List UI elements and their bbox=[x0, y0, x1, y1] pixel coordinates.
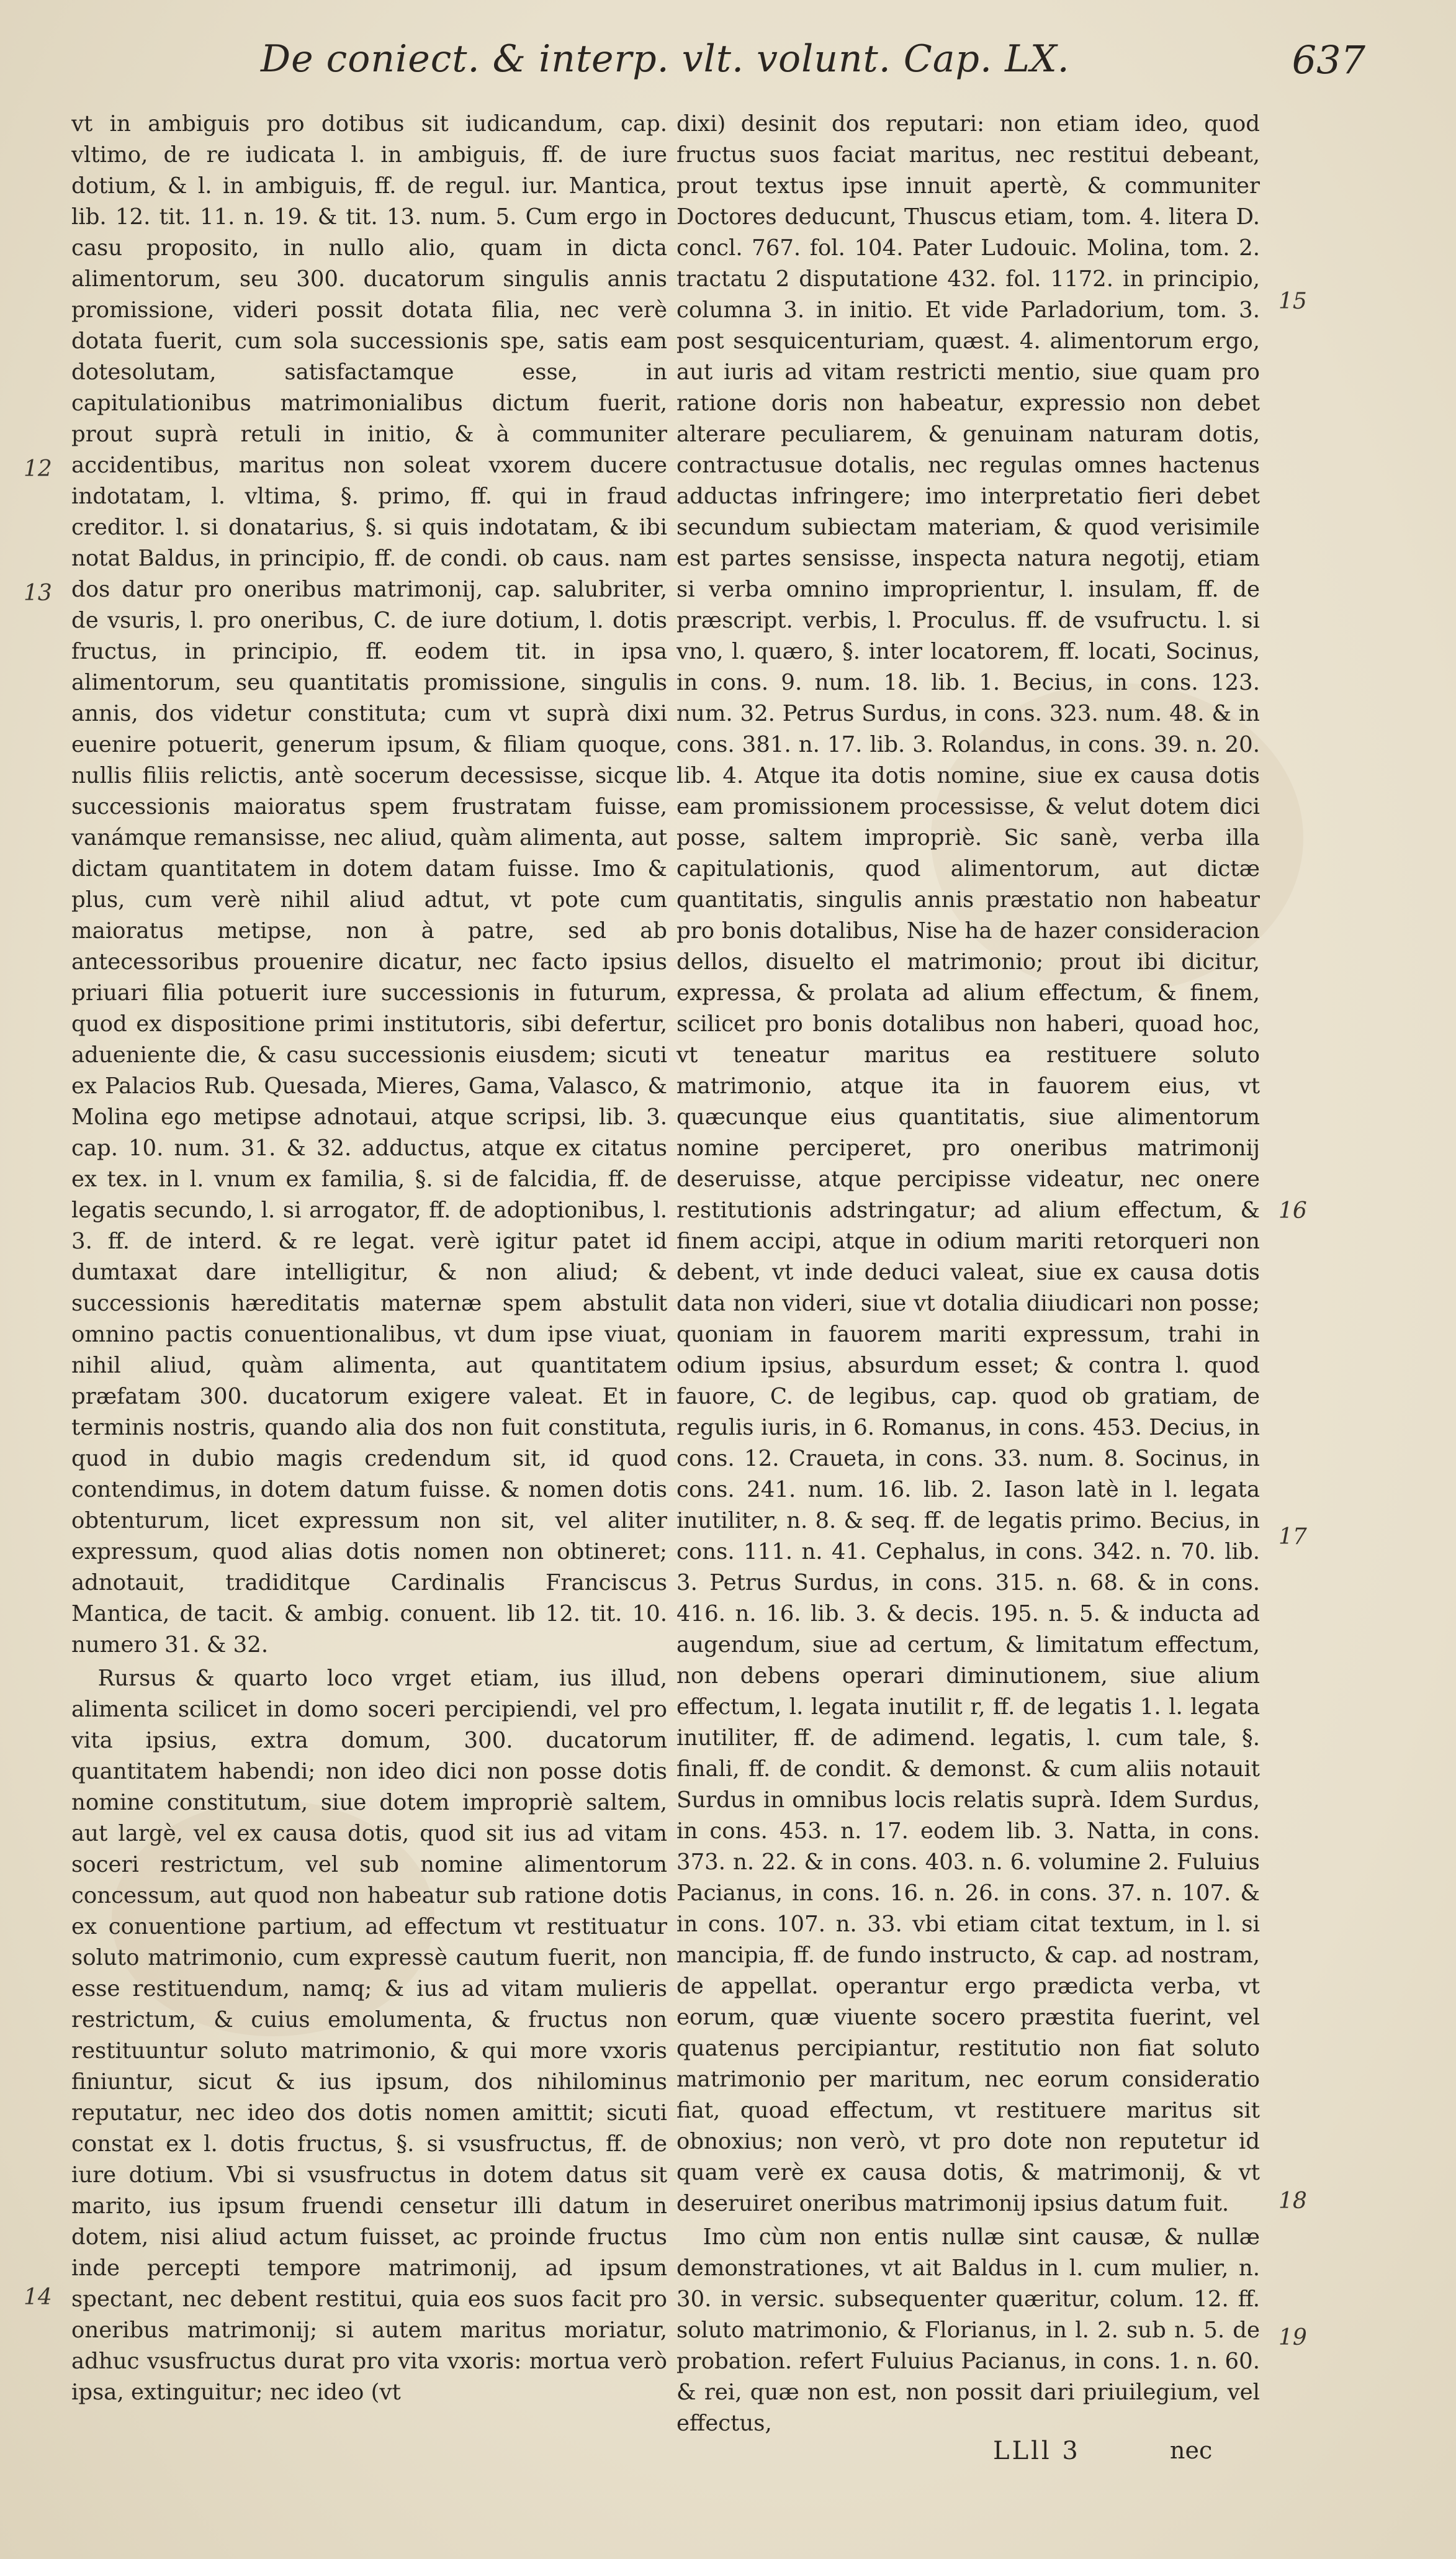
left-column bbox=[71, 109, 667, 2449]
page-number: 637 bbox=[1292, 37, 1365, 83]
page-footer bbox=[0, 2437, 1456, 2474]
left-paragraph-2: Rursus & quarto loco vrget etiam, ius illud, alimenta scilicet in domo soceri percipiendi, vel pro vita ipsius, extra domum, 300. ducatorum quantitatem habendi; non ideo dici non posse dotis nomine constitutum, siue dotem impropriè saltem, aut largè, vel ex causa dotis, quod sit ius ad vitam soceri restrictum, vel sub nomine alimentorum concessum, aut quod non habeatur sub ratione dotis ex conuentione partium, ad effectum vt restituatur soluto matrimonio, cum expressè cautum fuerit, non esse restituendum, namq; & ius ad vitam mulieris restrictum, & cuius emolumenta, & fructus non restituuntur soluto matrimonio, & qui more vxoris finiuntur, sicut & ius ipsum, dos nihilominus reputatur, nec ideo dos dotis nomen amittit; sicuti constat ex l. dotis fructus, §. si vsusfructus, ff. de iure dotium. Vbi si vsusfructus in dotem datus sit marito, ius ipsum fruendi censetur illi datum in dotem, nisi aliud actum fuisset, ac proinde fructus inde percepti tempore matrimonij, ad ipsum spectant, nec debent restitui, quia eos suos facit pro oneribus matrimonij; si autem maritus moriatur, adhuc vsusfructus durat pro vita vxoris: mortua verò ipsa, extinguitur; nec ideo (vt bbox=[71, 1666, 667, 2405]
margin-number: 18 bbox=[1278, 2188, 1307, 2214]
right-paragraph-1: dixi) desinit dos reputari: non etiam ideo, quod fructus suos faciat maritus, nec restitui debeant, prout textus ipse innuit apertè, & communiter Doctores deducunt, Thuscus etiam, tom. 4. litera D. concl. 767. fol. 104. Pater Ludouic. Molina, tom. 2. tractatu 2 disputatione 432. fol. 1172. in principio, columna 3. in initio. Et vide Parladorium, tom. 3. post sesquicenturiam, quæst. 4. alimentorum ergo, aut iuris ad vitam restricti mentio, siue quam pro ratione doris non habeatur, expressio non debet alterare peculiarem, & genuinam naturam dotis, contractusue dotalis, nec regulas omnes hactenus adductas infringere; imo interpretatio fieri debet secundum subiectam materiam, & quod verisimile est partes sensisse, inspecta natura negotij, etiam si verba omnino improprientur, l. insulam, ff. de præscript. verbis, l. Proculus. ff. de vsufructu. l. si vno, l. quæro, §. inter locatorem, ff. locati, Socinus, in cons. 9. num. 18. lib. 1. Becius, in cons. 123. num. 32. Petrus Surdus, in cons. 323. num. 48. & in cons. 381. n. 17. lib. 3. Rolandus, in cons. 39. n. 20. lib. 4. Atque ita dotis nomine, siue ex causa dotis eam promissionem processisse, & velut dotem dici posse, saltem impropriè. Sic sanè, verba illa capitulationis, quod alimentorum, aut dictæ quantitatis, singulis annis præstatio non habeatur pro bonis dotalibus, Nise ha de hazer consideracion dellos, disuelto el matrimonio; prout ibi dicitur, expressa, & prolata ad alium effectum, & finem, scilicet pro bonis dotalibus non haberi, quoad hoc, vt teneatur maritus ea restituere soluto matrimonio, atque ita in fauorem eius, vt quæcunque eius quantitatis, siue alimentorum nomine perciperet, pro oneribus matrimonij deseruisse, atque percipisse videatur, nec onere restitutionis adstringatur; ad alium effectum, & finem accipi, atque in odium mariti retorqueri non debent, vt inde deduci valeat, siue ex causa dotis data non videri, siue vt dotalia diiudicari non posse; quoniam in fauorem mariti expressum, trahi in odium ipsius, absurdum esset; & contra l. quod fauore, C. de legibus, cap. quod ob gratiam, de regulis iuris, in 6. Romanus, in cons. 453. Decius, in cons. 12. Craueta, in cons. 33. num. 8. Socinus, in cons. 241. num. 16. lib. 2. Iason latè in l. legata inutiliter, n. 8. & seq. ff. de legatis primo. Becius, in cons. 111. n. 41. Cephalus, in cons. 342. n. 70. lib. 3. Petrus Surdus, in cons. 315. n. 68. & in cons. 416. n. 16. lib. 3. & decis. 195. n. 5. & inducta ad augendum, siue ad certum, & limitatum effectum, non debens operari diminutionem, siue alium effectum, l. legata inutilit r, ff. de legatis 1. l. legata inutiliter, ff. de adimend. legatis, l. cum tale, §. finali, ff. de condit. & demonst. & cum aliis notauit Surdus in omnibus locis relatis suprà. Idem Surdus, in cons. 453. n. 17. eodem lib. 3. Natta, in cons. 373. n. 22. & in cons. 403. n. 6. volumine 2. Fuluius Pacianus, in cons. 16. n. 26. in cons. 37. n. 107. & in cons. 107. n. 33. vbi etiam citat textum, in l. si mancipia, ff. de fundo instructo, & cap. ad nostram, de appellat. operantur ergo prædicta verba, vt eorum, quæ viuente socero præstita fuerint, vel quatenus percipiantur, restitutio non fiat soluto matrimonio per maritum, nec eorum consideratio fiat, quoad effectum, vt restituere maritus sit obnoxius; non verò, vt pro dote non reputetur id quam verè ex causa dotis, & matrimonij, & vt deseruiret oneribus matrimonij ipsius datum fuit. bbox=[676, 111, 1260, 2216]
left-paragraph-1: vt in ambiguis pro dotibus sit iudicandum, cap. vltimo, de re iudicata l. in ambiguis, ff. de iure dotium, & l. in ambiguis, ff. de regul. iur. Mantica, lib. 12. tit. 11. n. 19. & tit. 13. num. 5. Cum ergo in casu proposito, in nullo alio, quam in dicta alimentorum, seu 300. ducatorum singulis annis promissione, videri possit dotata filia, nec verè dotata fuerit, cum sola successionis spe, satis eam dotesolutam, satisfactamque esse, in capitulationibus matrimonialibus dictum fuerit, prout suprà retuli in initio, & à communiter accidentibus, maritus non soleat vxorem ducere indotatam, l. vltima, §. primo, ff. qui in fraud creditor. l. si donatarius, §. si quis indotatam, & ibi notat Baldus, in principio, ff. de condi. ob caus. nam dos datur pro oneribus matrimonij, cap. salubriter, de vsuris, l. pro oneribus, C. de iure dotium, l. dotis fructus, in principio, ff. eodem tit. in ipsa alimentorum, seu quantitatis promissione, singulis annis, dos videtur constituta; cum vt suprà dixi euenire potuerit, generum ipsum, & filiam quoque, nullis filiis relictis, antè socerum decessisse, sicque successionis maioratus spem frustratam fuisse, vanámque remansisse, nec aliud, quàm alimenta, aut dictam quantitatem in dotem datam fuisse. Imo & plus, cum verè nihil aliud adtut, vt pote cum maioratus metipse, non à patre, sed ab antecessoribus prouenire dicatur, nec facto ipsius priuari filia potuerit iure successionis in futurum, quod ex dispositione primi institutoris, sibi defertur, adueniente die, & casu successionis eiusdem; sicuti ex Palacios Rub. Quesada, Mieres, Gama, Valasco, & Molina ego metipse adnotaui, atque scripsi, lib. 3. cap. 10. num. 31. & 32. adductus, atque ex citatus ex tex. in l. vnum ex familia, §. si de falcidia, ff. de legatis secundo, l. si arrogator, ff. de adoptionibus, l. 3. ff. de interd. & re legat. verè igitur patet id dumtaxat dare intelligitur, & non aliud; & successionis hæreditatis maternæ spem abstulit omnino pactis conuentionalibus, vt dum ipse viuat, nihil aliud, quàm alimenta, aut quantitatem præfatam 300. ducatorum exigere valeat. Et in terminis nostris, quando alia dos non fuit constituta, quod in dubio magis credendum sit, id quod contendimus, in dotem datum fuisse. & nomen dotis obtenturum, licet expressum non sit, vel aliter expressum, quod alias dotis nomen non obtineret; adnotauit, tradiditque Cardinalis Franciscus Mantica, de tacit. & ambig. conuent. lib 12. tit. 10. numero 31. & 32. bbox=[71, 111, 667, 1658]
margin-number: 12 bbox=[24, 456, 52, 482]
catchword: nec bbox=[1170, 2437, 1213, 2464]
margin-number: 16 bbox=[1278, 1198, 1307, 1224]
margin-number: 19 bbox=[1278, 2325, 1307, 2350]
running-title: De coniect. & interp. vlt. volunt. Cap. LX. bbox=[261, 37, 1070, 81]
margin-number: 14 bbox=[24, 2285, 52, 2310]
right-column bbox=[676, 109, 1260, 2449]
margin-number: 17 bbox=[1278, 1524, 1307, 1550]
margin-number: 15 bbox=[1278, 289, 1307, 314]
margin-number: 13 bbox=[24, 580, 52, 606]
right-paragraph-2: Imo cùm non entis nullæ sint causæ, & nullæ demonstrationes, vt ait Baldus in l. cum mulier, n. 30. in versic. subsequenter quæritur, colum. 12. ff. soluto matrimonio, & Florianus, in l. 2. sub n. 5. de probation. refert Fuluius Pacianus, in cons. 1. n. 60. & rei, quæ non est, non possit dari priuilegium, vel effectus, bbox=[676, 2224, 1260, 2436]
signature-mark: LLll 3 bbox=[993, 2437, 1081, 2465]
page-header bbox=[261, 37, 1365, 93]
